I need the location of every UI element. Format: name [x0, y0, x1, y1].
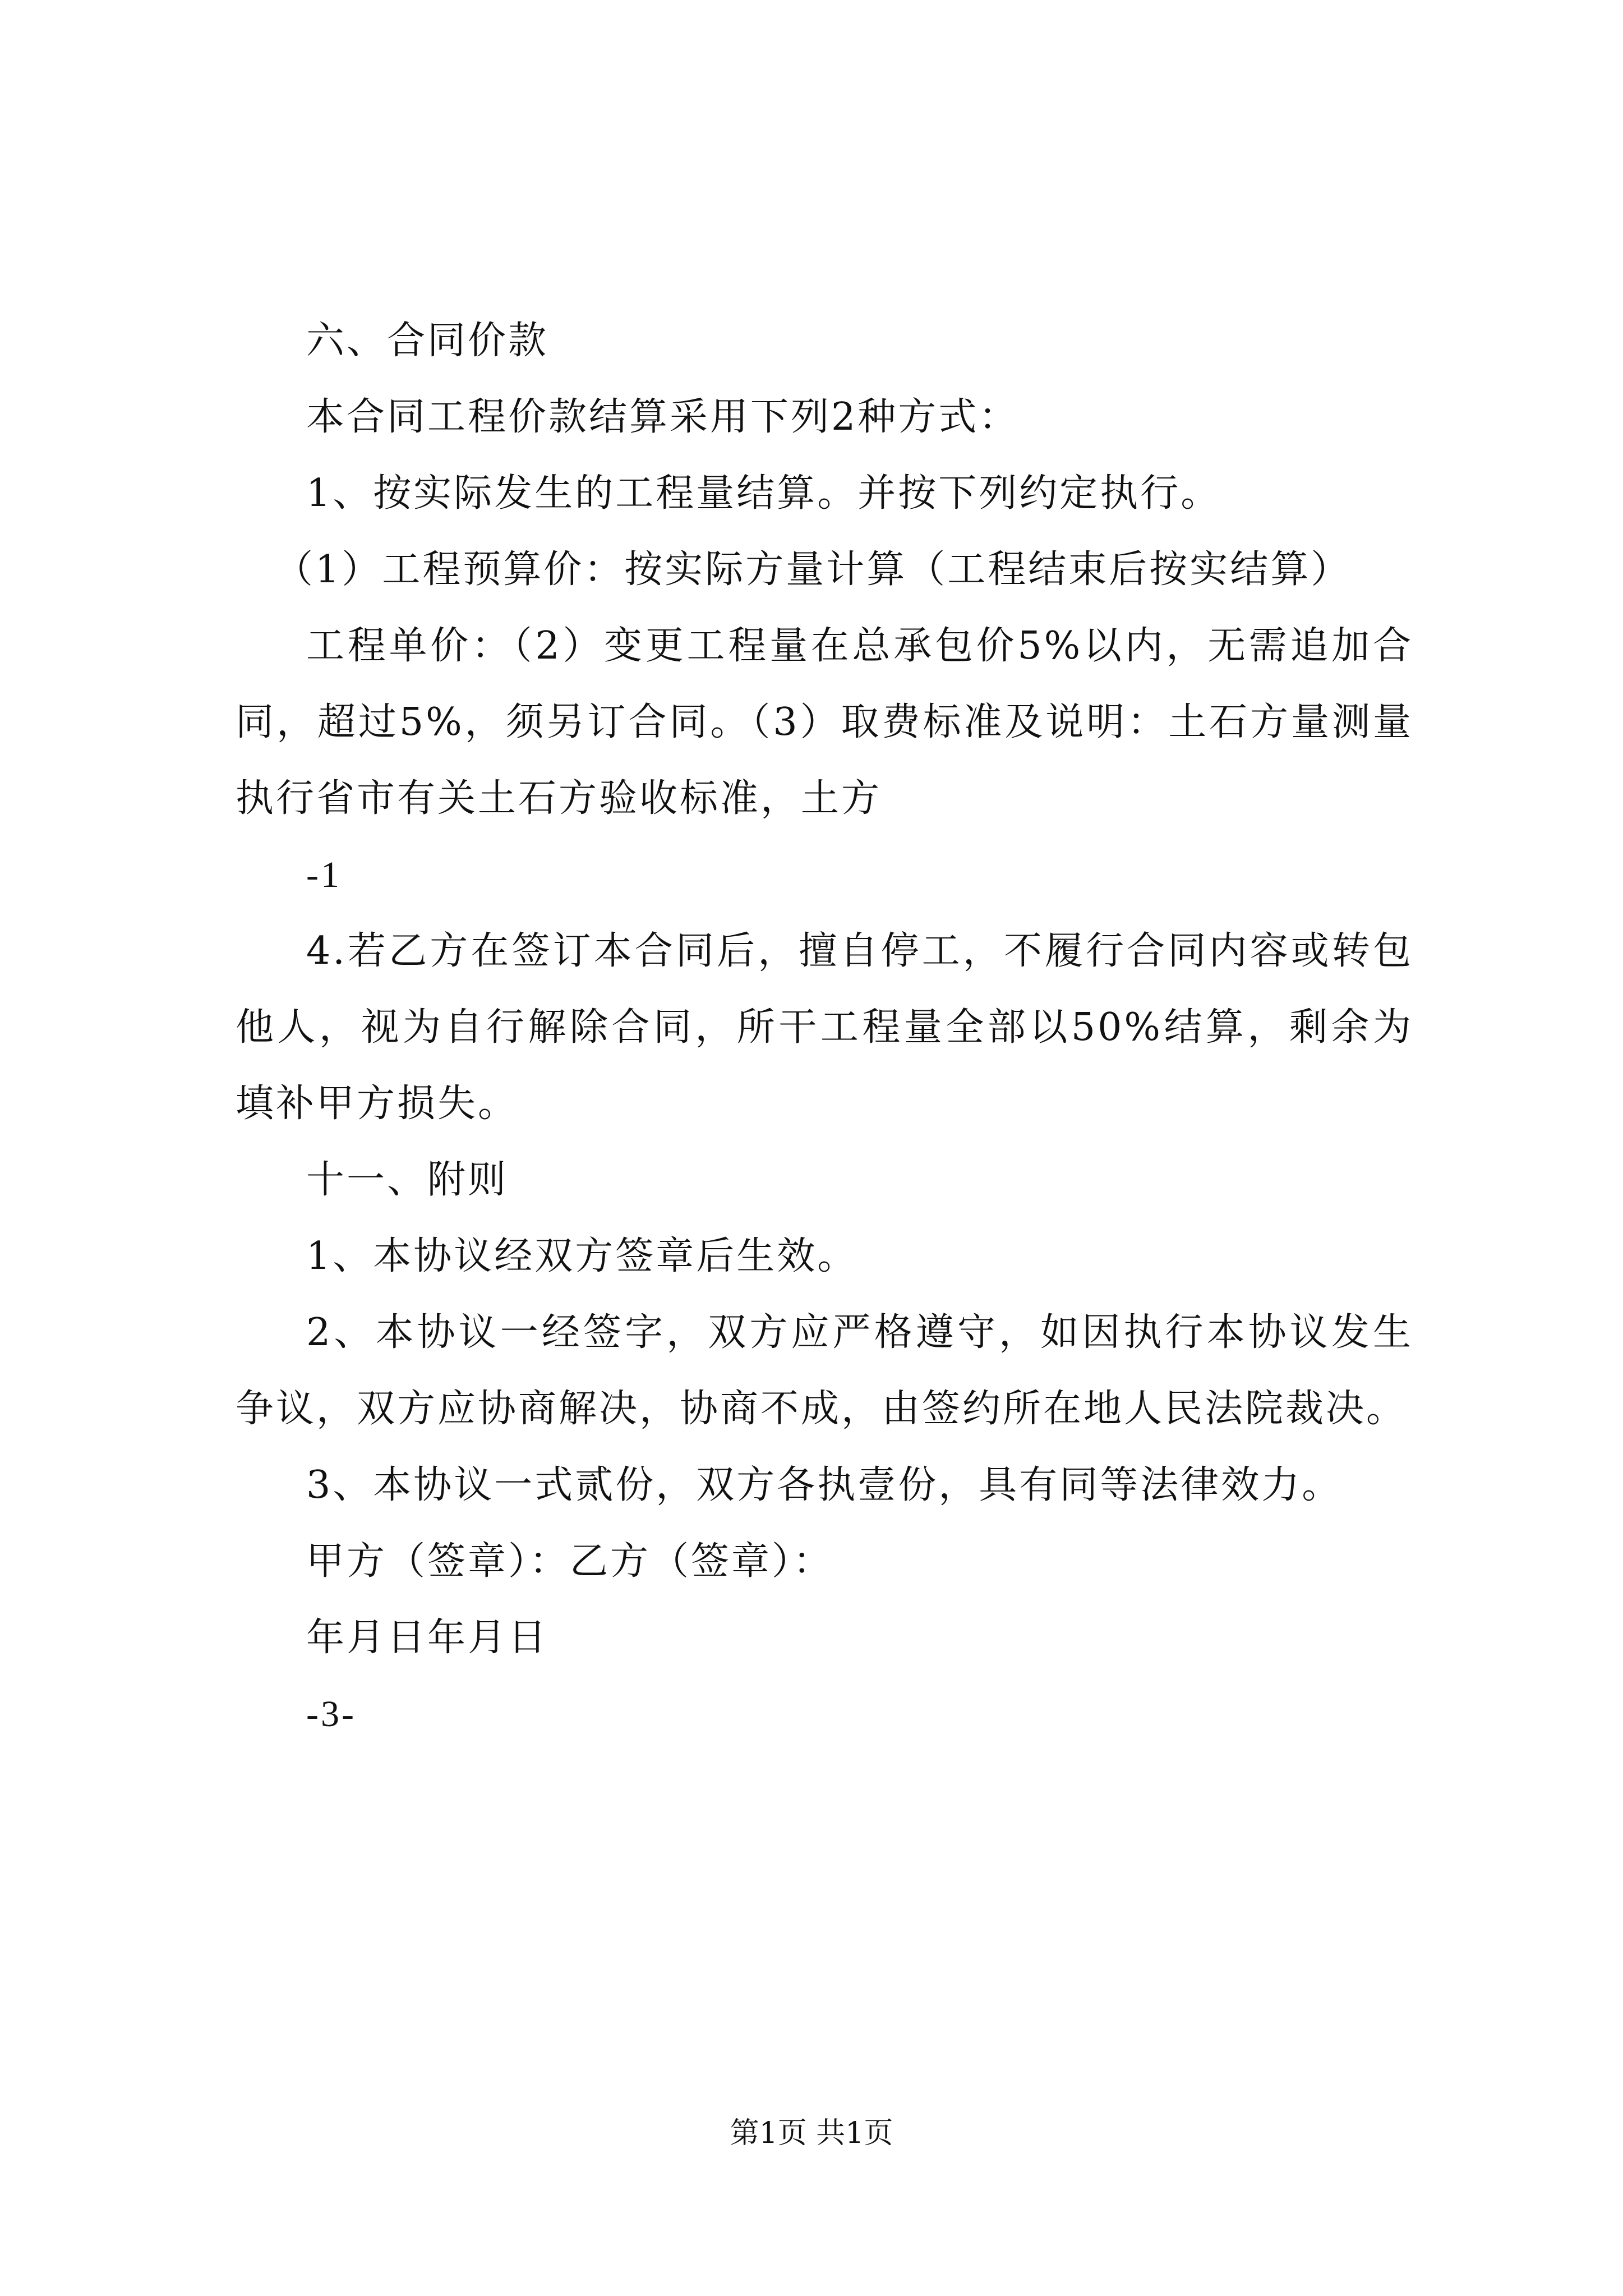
document-body: [236, 303, 1424, 1752]
section-11-item-1: 1、本协议经双方签章后生效。: [306, 1234, 858, 1278]
item-1-sub-2: 工程单价：（2）变更工程量在总承包价5%以内，无需追加合同，超过5%，须另订合同。（3）取费标准及说明：土石方量测量执行省市有关土石方验收标准，土方: [236, 624, 1413, 821]
signature-line: 甲方（签章）：乙方（签章）：: [306, 1539, 834, 1584]
page-number-info: 第1页 共1页: [730, 2116, 893, 2150]
section-6-heading: 六、合同价款: [306, 319, 549, 363]
page-marker-1: -1: [306, 854, 342, 895]
item-1-sub-1: （1）工程预算价：按实际方量计算（工程结束后按实结算）: [275, 547, 1352, 592]
section-11-item-2: 2、本协议一经签字，双方应严格遵守，如因执行本协议发生争议，双方应协商解决，协商不成，由签约所在地人民法院裁决。: [236, 1310, 1413, 1431]
item-4: 4.若乙方在签订本合同后，擅自停工，不履行合同内容或转包他人，视为自行解除合同，所干工程量全部以50%结算，剩余为填补甲方损失。: [236, 929, 1413, 1126]
section-11-item-3: 3、本协议一式贰份，双方各执壹份，具有同等法律效力。: [306, 1463, 1343, 1507]
section-6-intro: 本合同工程价款结算采用下列2种方式：: [306, 395, 1020, 439]
date-line: 年月日年月日: [306, 1616, 549, 1660]
page-marker-3: -3-: [306, 1694, 356, 1734]
section-11-heading: 十一、附则: [306, 1158, 509, 1202]
item-1: 1、按实际发生的工程量结算。并按下列约定执行。: [306, 471, 1221, 516]
page-footer: [0, 2114, 1623, 2153]
